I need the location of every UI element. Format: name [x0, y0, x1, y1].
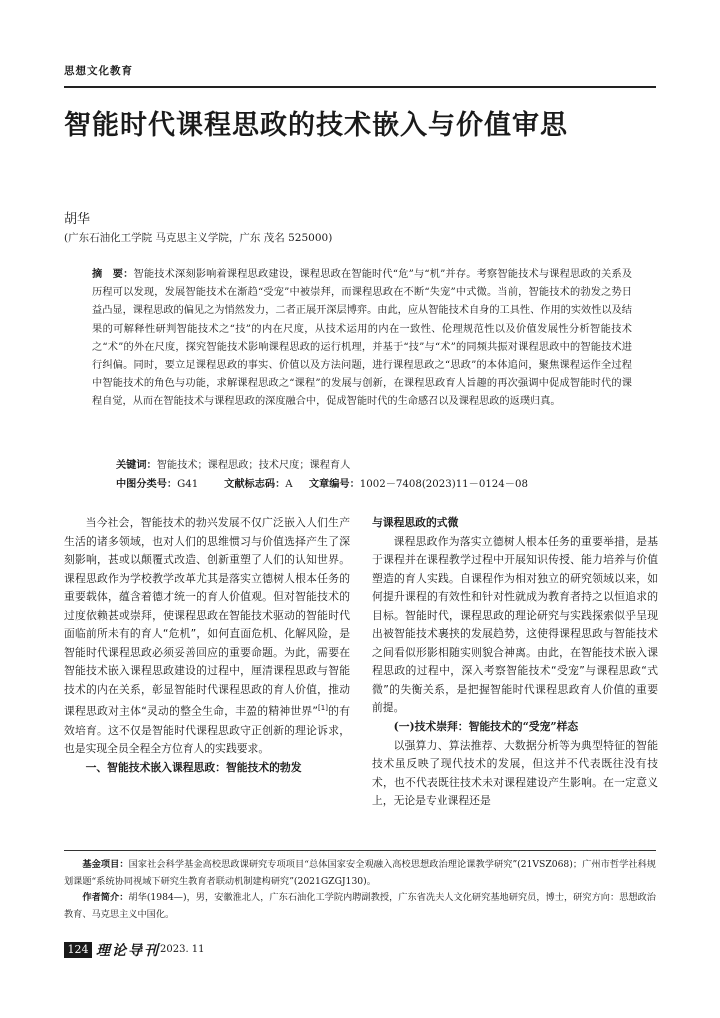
footnote-rule — [64, 850, 656, 851]
fund-text: 国家社会科学基金高校思政课研究专项项目“总体国家安全观融入高校思想政治理论课教学研究”(21VSZ068)；广州市哲学社科规划课题“系统协同视域下研究生教育者联动机制建构研究”(2021GZGJ130)。 — [64, 859, 656, 887]
citation-ref[interactable]: [1] — [318, 704, 328, 713]
fund-note — [64, 857, 656, 890]
article-id-value: 1002－7408(2023)11－0124－08 — [359, 479, 528, 490]
section-heading-continued: 与课程思政的式微 — [372, 516, 459, 529]
author-note-text: 胡华(1984—)，男，安徽淮北人，广东石油化工学院内聘副教授，广东省冼夫人文化研究基地研究员，博士，研究方向：思想政治教育、马克思主义中国化。 — [64, 892, 656, 920]
body-column-left — [64, 514, 350, 777]
body-paragraph — [64, 514, 350, 759]
classification-line — [116, 475, 528, 490]
section-header: 思想文化教育 — [64, 65, 133, 77]
fund-label: 基金项目： — [82, 859, 129, 870]
body-column-right — [372, 514, 658, 811]
article-title: 智能时代课程思政的技术嵌入与价值审思 — [64, 110, 568, 141]
abstract-text: 智能技术深刻影响着课程思政建设，课程思政在智能时代“危”与“机”并存。考察智能技术与课程思政的关系及历程可以发现，发展智能技术在渐趋“受宠”中被崇拜，而课程思政在不断“失宠”中式微。当前，智能技术的勃发之势日益凸显，课程思政的偏见之为悄然发力，二者正展开深层博弈。由此，应从智能技术自身的工具性、作用的实效性以及结果的可解释性研判智能技术之“技”的内在尺度，从技术运用的内在一致性、伦理规范性以及价值发展性分析智能技术之“术”的外在尺度，探究智能技术影响课程思政的运行机理，并基于“技”与“术”的同频共振对课程思政中的智能技术进行纠偏。同时，要立足课程思政的事实、价值以及方法问题，进行课程思政之“思政”的本体追问，聚焦课程运作全过程中智能技术的角色与功能，求解课程思政之“课程”的发展与创新，在课程思政育人旨趣的再次强调中促成智能时代的课程自觉，从而在智能技术与课程思政的深度融合中，促成智能时代的生命感召以及课程思政的返璞归真。 — [92, 269, 633, 408]
author-name: 胡华 — [64, 212, 91, 227]
doc-code-value: A — [285, 479, 293, 490]
abstract-label: 摘 要： — [92, 269, 134, 280]
article-id-label: 文章编号： — [308, 479, 360, 490]
section-heading: 一、智能技术嵌入课程思政：智能技术的勃发 — [85, 760, 302, 774]
author-note — [64, 890, 656, 923]
author-note-label: 作者简介： — [82, 892, 129, 903]
subsection-heading: (一)技术崇拜：智能技术的“受宠”样态 — [393, 720, 579, 734]
abstract — [92, 266, 632, 412]
keywords — [116, 456, 350, 471]
journal-issue: 2023. 11 — [160, 944, 205, 955]
doc-code-label: 文献标志码： — [224, 479, 286, 490]
paragraph-text: 的有效培育。这不仅是智能时代课程思政守正创新的理论诉求，也是实现全员全程全方位育人的实践要求。 — [64, 705, 351, 756]
page-number: 124 — [64, 942, 92, 958]
clc-value: G41 — [177, 479, 199, 490]
keywords-text: 智能技术；课程思政；技术尺度；课程育人 — [156, 460, 351, 471]
header-rule — [64, 86, 656, 88]
body-paragraph: 课程思政作为落实立德树人根本任务的重要举措，是基于课程并在课程教学过程中开展知识传授、能力培养与价值塑造的育人实践。自课程作为相对独立的研究领域以来，如何提升课程的有效性和针对性就成为教育者持之以恒追求的目标。智能时代，课程思政的理论研究与实践探索似乎呈现出被智能技术裹挟的发展趋势，这使得课程思政与智能技术之间看似形影相随实则貌合神离。由此，在智能技术嵌入课程思政的过程中，深入考察智能技术“受宠”与课程思政“式微”的失衡关系，是把握智能时代课程思政育人价值的重要前提。 — [372, 534, 658, 715]
clc-label: 中图分类号： — [116, 479, 178, 490]
body-paragraph: 以强算力、算法推荐、大数据分析等为典型特征的智能技术虽反映了现代技术的发展，但这并不代表既往没有技术，也不代表既往技术未对课程建设产生影响。在一定意义上，无论是专业课程还是 — [372, 738, 658, 808]
journal-name: 理论导刊 — [96, 943, 160, 959]
footnotes — [64, 857, 656, 923]
paragraph-text: 当今社会，智能技术的勃兴发展不仅广泛嵌入人们生产生活的诸多领域，也对人们的思维惯习与价值选择产生了深刻影响，甚或以颠覆式改造、创新重塑了人们的认知世界。课程思政作为学校教学改革尤其是落实立德树人根本任务的重要载体，蕴含着德才统一的育人价值观。但对智能技术的过度依赖甚或崇拜，使课程思政在智能技术驱动的智能时代面临前所未有的育人“危机”，如何直面危机、化解风险，是智能时代课程思政必须妥善回应的重要命题。为此，需要在智能技术嵌入课程思政建设的过程中，厘清课程思政与智能技术的内在关系，彰显智能时代课程思政的育人价值，推动课程思政对主体“灵动的整全生命，丰盈的精神世界” — [64, 516, 350, 719]
author-affiliation: (广东石油化工学院 马克思主义学院，广东 茂名 525000) — [64, 232, 333, 244]
keywords-label: 关键词： — [116, 460, 157, 471]
